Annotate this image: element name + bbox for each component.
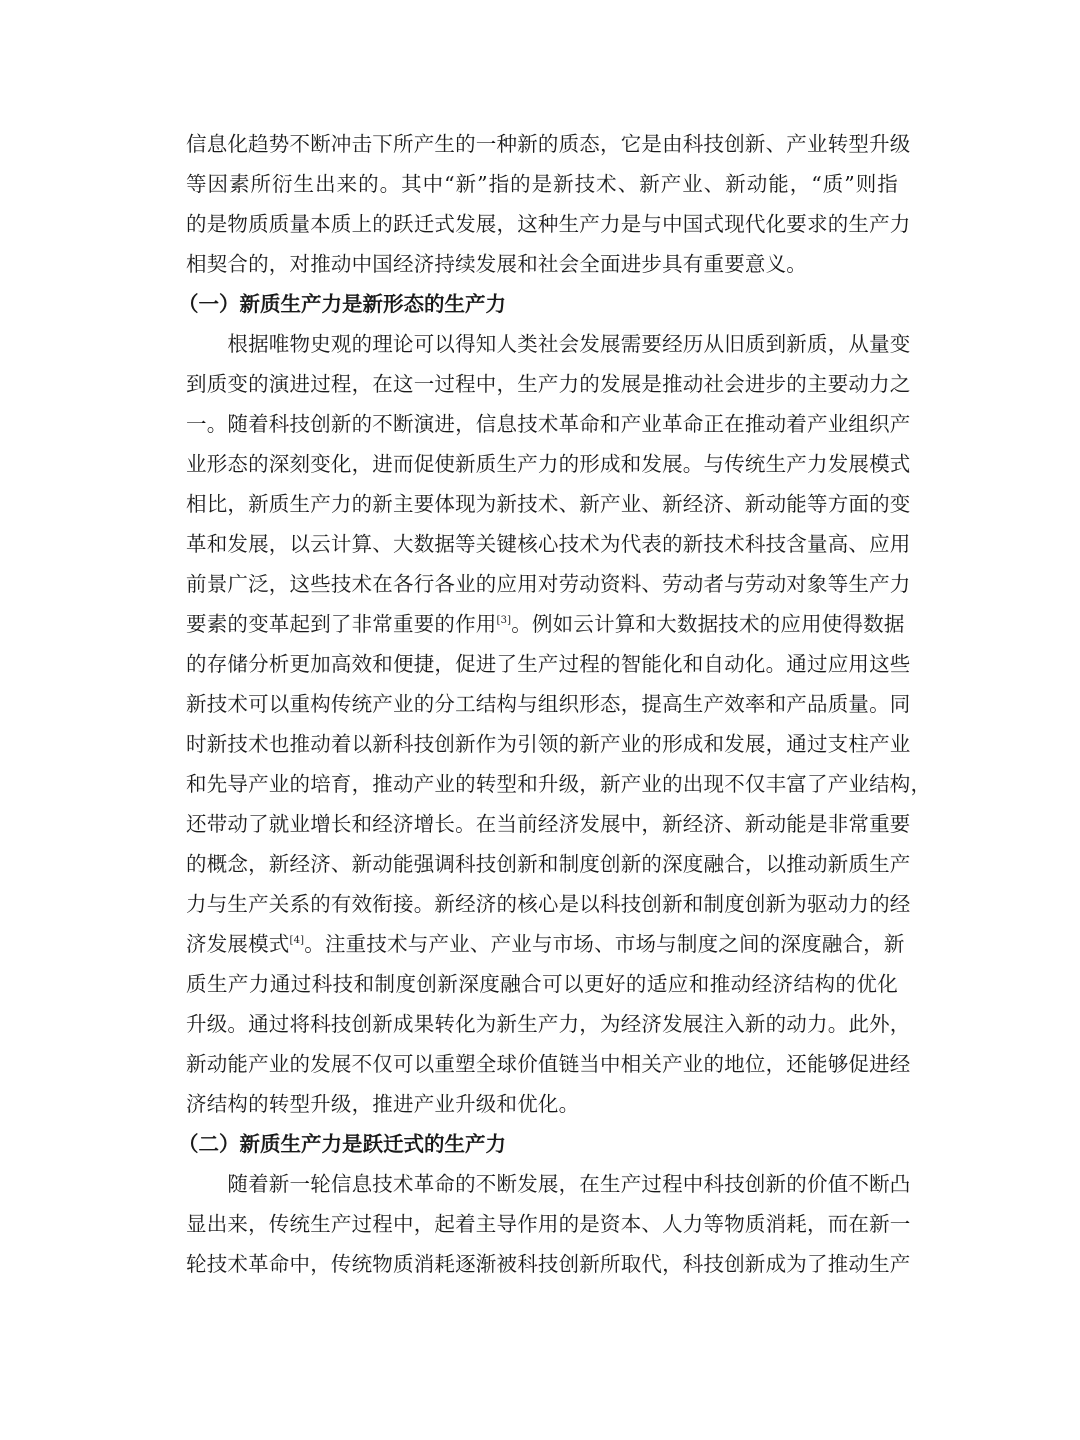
text-line: 轮技术革命中，传统物质消耗逐渐被科技创新所取代，科技创新成为了推动生产	[186, 1252, 911, 1276]
text-line: 的存储分析更加高效和便捷，促进了生产过程的智能化和自动化。通过应用这些	[186, 652, 911, 676]
text-line: 还带动了就业增长和经济增长。在当前经济发展中，新经济、新动能是非常重要	[186, 812, 911, 836]
text-line: 业形态的深刻变化，进而促使新质生产力的形成和发展。与传统生产力发展模式	[186, 452, 911, 476]
text-line: 升级。通过将科技创新成果转化为新生产力，为经济发展注入新的动力。此外，	[186, 1012, 911, 1036]
citation-ref-3: [3]	[496, 615, 512, 627]
text-line: 前景广泛，这些技术在各行各业的应用对劳动资料、劳动者与劳动对象等生产力	[186, 572, 911, 596]
text-line: 显出来，传统生产过程中，起着主导作用的是资本、人力等物质消耗，而在新一	[186, 1212, 911, 1236]
document-page	[178, 124, 932, 1284]
text-line: 力与生产关系的有效衔接。新经济的核心是以科技创新和制度创新为驱动力的经	[186, 892, 911, 916]
text-line: 信息化趋势不断冲击下所产生的一种新的质态，它是由科技创新、产业转型升级	[186, 132, 911, 156]
text-line: 等因素所衍生出来的。其中“新”指的是新技术、新产业、新动能，“质”则指	[186, 172, 898, 196]
text-line: 新动能产业的发展不仅可以重塑全球价值链当中相关产业的地位，还能够促进经	[186, 1052, 911, 1076]
section-heading-1: （一）新质生产力是新形态的生产力	[178, 292, 506, 316]
section-1-paragraph	[186, 324, 932, 1124]
text-line-with-citation	[186, 604, 905, 644]
text-line: 一。随着科技创新的不断演进，信息技术革命和产业革命正在推动着产业组织产	[186, 412, 911, 436]
text-line: 到质变的演进过程，在这一过程中，生产力的发展是推动社会进步的主要动力之	[186, 372, 911, 396]
text-line: 相比，新质生产力的新主要体现为新技术、新产业、新经济、新动能等方面的变	[186, 492, 911, 516]
text-segment: 济发展模式	[186, 932, 290, 956]
text-line: 济结构的转型升级，推进产业升级和优化。	[186, 1092, 580, 1116]
text-line: 和先导产业的培育，推动产业的转型和升级，新产业的出现不仅丰富了产业结构，	[186, 772, 932, 796]
text-segment: 要素的变革起到了非常重要的作用	[186, 612, 497, 636]
intro-paragraph	[186, 124, 911, 284]
section-heading-2: （二）新质生产力是跃迁式的生产力	[178, 1132, 506, 1156]
text-line: 的概念，新经济、新动能强调科技创新和制度创新的深度融合，以推动新质生产	[186, 852, 911, 876]
text-segment: 。例如云计算和大数据技术的应用使得数据	[511, 612, 905, 636]
text-line: 的是物质质量本质上的跃迁式发展，这种生产力是与中国式现代化要求的生产力	[186, 212, 911, 236]
text-line: 随着新一轮信息技术革命的不断发展，在生产过程中科技创新的价值不断凸	[186, 1172, 911, 1196]
text-line: 新技术可以重构传统产业的分工结构与组织形态，提高生产效率和产品质量。同	[186, 692, 911, 716]
text-line: 时新技术也推动着以新科技创新作为引领的新产业的形成和发展，通过支柱产业	[186, 732, 911, 756]
text-line-with-citation	[186, 924, 905, 964]
section-2-paragraph	[186, 1164, 911, 1284]
text-line: 根据唯物史观的理论可以得知人类社会发展需要经历从旧质到新质，从量变	[186, 332, 911, 356]
text-line: 质生产力通过科技和制度创新深度融合可以更好的适应和推动经济结构的优化	[186, 972, 898, 996]
text-line: 相契合的，对推动中国经济持续发展和社会全面进步具有重要意义。	[186, 252, 807, 276]
text-segment: 。注重技术与产业、产业与市场、市场与制度之间的深度融合，新	[304, 932, 905, 956]
citation-ref-4: [4]	[289, 935, 305, 947]
text-line: 革和发展，以云计算、大数据等关键核心技术为代表的新技术科技含量高、应用	[186, 532, 911, 556]
